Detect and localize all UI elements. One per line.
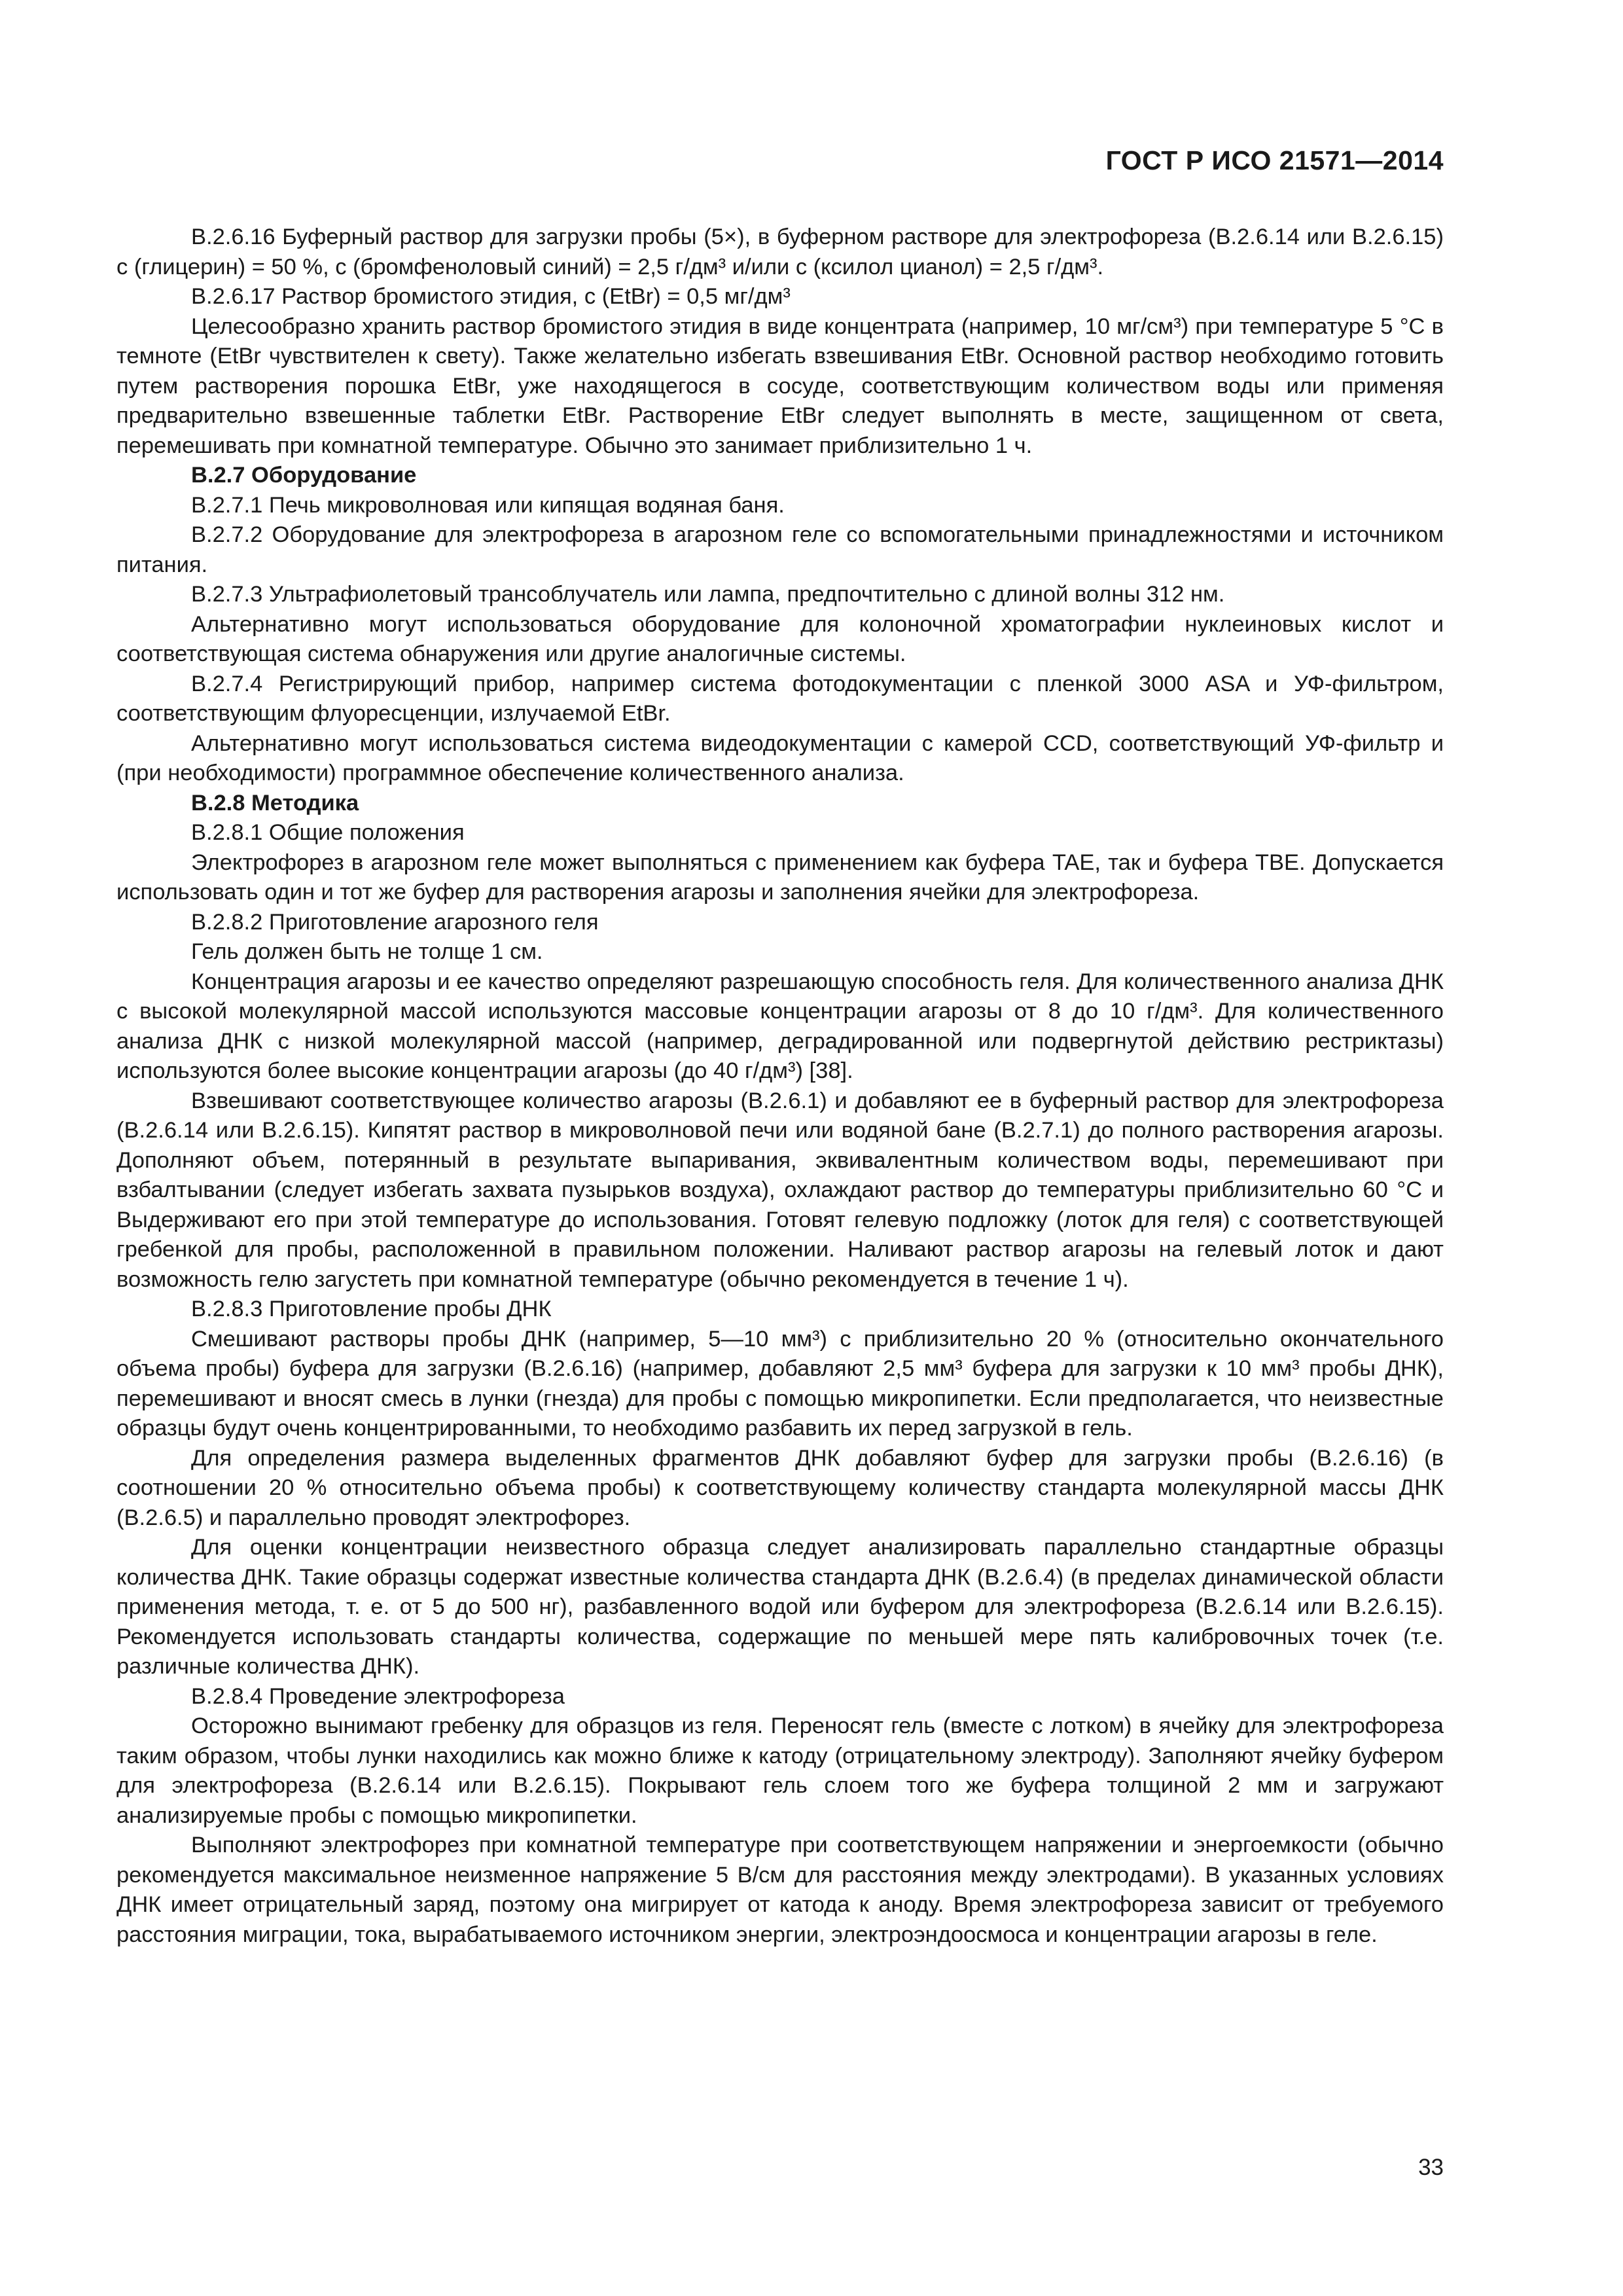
paragraph: Смешивают растворы пробы ДНК (например, 5—10 мм³) с приблизительно 20 % (относительно окончательного объема пробы) буфера для загрузки (В.2.6.16) (например, добавляют 2,5 мм³ буфера для загрузки к 10 мм³ пробы ДНК), перемешивают и вносят смесь в лунки (гнезда) для пробы с помощью микропипетки. Если предполагается, что неизвестные образцы будут очень концентрированными, то необходимо разбавить их перед загрузкой в гель. xyxy=(116,1326,1444,1441)
paragraph: Гель должен быть не толще 1 см. xyxy=(191,939,543,964)
paragraph: Для оценки концентрации неизвестного образца следует анализировать параллельно стандартные образцы количества ДНК. Такие образцы содержат известные количества стандарта ДНК (В.2.6.4) (в пределах динамической области применения метода, т. е. от 5 до 500 нг), разбавленного водой или буфером для электрофореза (В.2.6.14 или В.2.6.15). Рекомендуется использовать стандарты количества, содержащие по меньшей мере пять калибровочных точек (т.е. различные количества ДНК). xyxy=(116,1535,1444,1679)
document-header: ГОСТ Р ИСО 21571—2014 xyxy=(1105,145,1444,175)
paragraph: Альтернативно могут использоваться система видеодокументации с камерой CCD, соответствующий УФ-фильтр и (при необходимости) программное обеспечение количественного анализа. xyxy=(116,730,1444,785)
paragraph: В.2.8.2 Приготовление агарозного геля xyxy=(191,909,599,935)
paragraph: Электрофорез в агарозном геле может выполняться с применением как буфера TAE, так и буфера TBE. Допускается использовать один и тот же буфер для растворения агарозы и заполнения ячейки для электрофореза. xyxy=(116,850,1444,905)
paragraph: В.2.6.17 Раствор бромистого этидия, с (EtBr) = 0,5 мг/дм³ xyxy=(191,284,791,309)
section-heading: В.2.7 Оборудование xyxy=(191,463,417,488)
paragraph: В.2.7.1 Печь микроволновая или кипящая водяная баня. xyxy=(191,492,785,518)
paragraph: Взвешивают соответствующее количество агарозы (В.2.6.1) и добавляют ее в буферный раствор для электрофореза (В.2.6.14 или В.2.6.15). Кипятят раствор в микроволновой печи или водяной бане (В.2.7.1) до полного растворения агарозы. Дополняют объем, потерянный в результате выпаривания, эквивалентным количеством воды, перемешивают при взбалтывании (следует избегать захвата пузырьков воздуха), охлаждают раствор до температуры приблизительно 60 °С и Выдерживают его при этой температуре до использования. Готовят гелевую подложку (лоток для геля) с соответствующей гребенкой для пробы, расположенной в правильном положении. Наливают раствор агарозы на гелевый лоток и дают возможность гелю загустеть при комнатной температуре (обычно рекомендуется в течение 1 ч). xyxy=(116,1088,1444,1292)
section-heading: В.2.8 Методика xyxy=(191,790,359,816)
paragraph: Для определения размера выделенных фрагментов ДНК добавляют буфер для загрузки пробы (В.2.6.16) (в соотношении 20 % относительно объема пробы) к соответствующему количеству стандарта молекулярной массы ДНК (В.2.6.5) и параллельно проводят электрофорез. xyxy=(116,1445,1444,1530)
paragraph: В.2.7.4 Регистрирующий прибор, например система фотодокументации с пленкой 3000 ASA и УФ-фильтром, соответствующим флуоресценции, излучаемой EtBr. xyxy=(116,671,1444,726)
paragraph: Осторожно вынимают гребенку для образцов из геля. Переносят гель (вместе с лотком) в ячейку для электрофореза таким образом, чтобы лунки находились как можно ближе к катоду (отрицательному электроду). Заполняют ячейку буфером для электрофореза (В.2.6.14 или В.2.6.15). Покрывают гель слоем того же буфера толщиной 2 мм и загружают анализируемые пробы с помощью микропипетки. xyxy=(116,1713,1444,1828)
document-body xyxy=(116,223,1444,1950)
paragraph: В.2.8.1 Общие положения xyxy=(191,820,465,845)
paragraph: Целесообразно хранить раствор бромистого этидия в виде концентрата (например, 10 мг/см³) при температуре 5 °С в темноте (EtBr чувствителен к свету). Также желательно избегать взвешивания EtBr. Основной раствор необходимо готовить путем растворения порошка EtBr, уже находящегося в сосуде, соответствующим количеством воды или применяя предварительно взвешенные таблетки EtBr. Растворение EtBr следует выполнять в месте, защищенном от света, перемешивать при комнатной температуре. Обычно это занимает приблизительно 1 ч. xyxy=(116,314,1444,458)
paragraph: В.2.7.3 Ультрафиолетовый трансоблучатель или лампа, предпочтительно с длиной волны 312 нм. xyxy=(191,582,1225,607)
paragraph: Концентрация агарозы и ее качество определяют разрешающую способность геля. Для количественного анализа ДНК с высокой молекулярной массой используются массовые концентрации агарозы от 8 до 10 г/дм³. Для количественного анализа ДНК с низкой молекулярной массой (например, деградированной или подвергнутой действию рестриктазы) используются более высокие концентрации агарозы (до 40 г/дм³) [38]. xyxy=(116,969,1444,1083)
paragraph: Альтернативно могут использоваться оборудование для колоночной хроматографии нуклеиновых кислот и соответствующая система обнаружения или другие аналогичные системы. xyxy=(116,611,1444,666)
paragraph: В.2.8.3 Приготовление пробы ДНК xyxy=(191,1297,552,1321)
page-number: 33 xyxy=(1418,2155,1444,2180)
paragraph: В.2.8.4 Проведение электрофореза xyxy=(191,1683,565,1709)
paragraph: В.2.7.2 Оборудование для электрофореза в агарозном геле со вспомогательными принадлежностями и источником питания. xyxy=(116,522,1444,577)
paragraph: Выполняют электрофорез при комнатной температуре при соответствующем напряжении и энергоемкости (обычно рекомендуется максимальное неизменное напряжение 5 В/см для расстояния между электродами). В указанных условиях ДНК имеет отрицательный заряд, поэтому она мигрирует от катода к аноду. Время электрофореза зависит от требуемого расстояния миграции, тока, вырабатываемого источником энергии, электроэндоосмоса и концентрации агарозы в геле. xyxy=(116,1833,1444,1947)
paragraph: В.2.6.16 Буферный раствор для загрузки пробы (5×), в буферном растворе для электрофореза (В.2.6.14 или В.2.6.15) с (глицерин) = 50 %, с (бромфеноловый синий) = 2,5 г/дм³ и/или с (ксилол цианол) = 2,5 г/дм³. xyxy=(116,224,1444,279)
